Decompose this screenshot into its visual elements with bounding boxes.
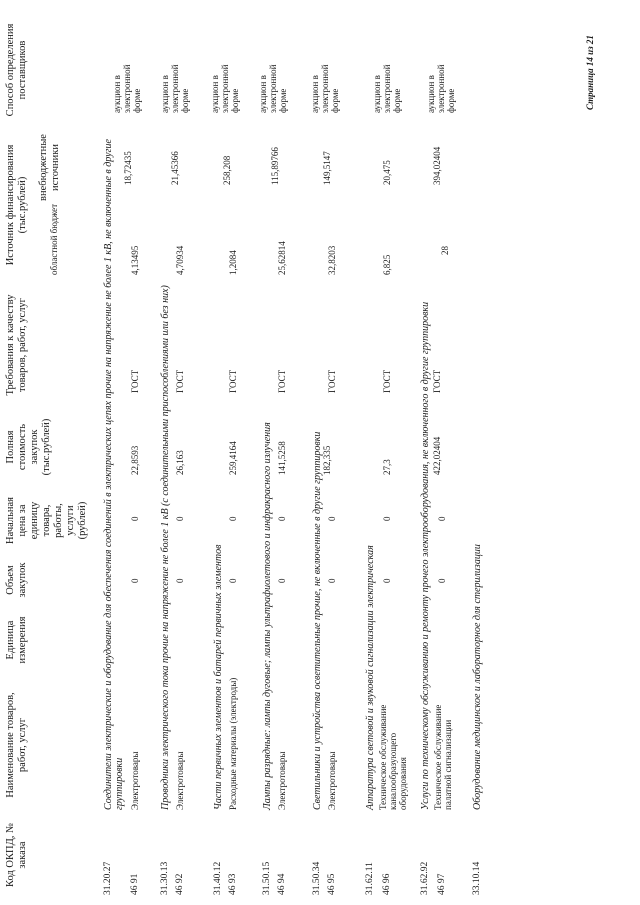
item-volume: 0 bbox=[130, 578, 140, 583]
item-method: аукцион в электронной форме bbox=[372, 64, 402, 113]
header-funding-regional: областной бюджет bbox=[49, 203, 59, 275]
item-extra: 115,89766 bbox=[270, 147, 280, 185]
item-volume: 0 bbox=[228, 578, 238, 583]
item-quality: ГОСТ bbox=[175, 369, 185, 393]
order-number: 46 92 bbox=[175, 873, 185, 895]
item-quality: ГОСТ bbox=[327, 369, 337, 393]
item-method: аукцион в электронной форме bbox=[426, 64, 456, 113]
item-name: Электротовары bbox=[277, 751, 287, 810]
item-extra: 258,208 bbox=[222, 155, 232, 185]
item-quality: ГОСТ bbox=[130, 369, 140, 393]
item-regional: 25,62814 bbox=[277, 241, 287, 275]
item-total: 182,335 bbox=[322, 445, 332, 475]
section-code: 31.40.12 bbox=[213, 861, 223, 895]
page-number: Страница 14 из 21 bbox=[585, 35, 595, 110]
item-name: Электротовары bbox=[130, 751, 140, 810]
item-start-price: 0 bbox=[175, 516, 185, 521]
item-extra: 18,72435 bbox=[123, 151, 133, 185]
item-total: 259,4164 bbox=[228, 441, 238, 475]
section-title: Оборудование медицинское и лабораторное для стерилизации bbox=[472, 544, 483, 810]
header-name: Наименование товаров, работ, услуг bbox=[5, 692, 28, 798]
section-title: Лампы разрядные: лампы дуговые; лампы ультрафиолетового и инфракрасного излучения bbox=[262, 422, 273, 810]
item-start-price: 0 bbox=[437, 516, 447, 521]
item-regional: 4,13495 bbox=[130, 245, 140, 275]
section-title: Светильники и устройства осветительные прочие, не включенные в другие группировки bbox=[312, 431, 323, 810]
header-start-price: Начальная цена за единицу товара, работы, услуги (рублей) bbox=[5, 497, 88, 544]
order-number: 46 93 bbox=[228, 873, 238, 895]
order-number: 46 97 bbox=[437, 873, 447, 895]
section-code: 33.10.14 bbox=[472, 861, 482, 895]
item-name: Техническое обслуживание палатной сигнализации bbox=[433, 704, 453, 810]
item-start-price: 0 bbox=[277, 516, 287, 521]
item-total: 141,5258 bbox=[277, 441, 287, 475]
section-code: 31.62.11 bbox=[365, 862, 375, 895]
item-method: аукцион в электронной форме bbox=[310, 64, 340, 113]
item-name: Техническое обслуживание каналообразующего оборудования bbox=[378, 704, 408, 810]
section-title: Услуги по техническому обслуживанию и ремонту прочего электрооборудования, не включенного в другие группировки bbox=[420, 301, 431, 810]
item-quality: ГОСТ bbox=[228, 369, 238, 393]
item-volume: 0 bbox=[327, 578, 337, 583]
item-volume: 0 bbox=[437, 578, 447, 583]
item-volume: 0 bbox=[382, 578, 392, 583]
item-extra: 21,45366 bbox=[170, 151, 180, 185]
header-code: Код ОКПД, № заказа bbox=[5, 823, 28, 887]
item-start-price: 0 bbox=[327, 516, 337, 521]
section-code: 31.50.34 bbox=[312, 861, 322, 895]
item-regional: 28 bbox=[440, 246, 450, 255]
item-start-price: 0 bbox=[130, 516, 140, 521]
section-title: Соединители электрические и оборудование для обеспечения соединений в электрических цепях прочие на напряжение не более 1 кВ, не включенные в другие группировки bbox=[103, 139, 125, 810]
item-name: Расходные материалы (электроды) bbox=[228, 677, 238, 810]
item-extra: 394,02404 bbox=[432, 146, 442, 185]
item-regional: 4,70934 bbox=[175, 245, 185, 275]
item-quality: ГОСТ bbox=[432, 369, 442, 393]
item-extra: 20,475 bbox=[382, 160, 392, 185]
item-name: Электротовары bbox=[175, 751, 185, 810]
header-quality: Требования к качеству товаров, работ, услуг bbox=[5, 294, 28, 396]
section-code: 31.30.13 bbox=[160, 861, 170, 895]
item-volume: 0 bbox=[277, 578, 287, 583]
item-regional: 32,8203 bbox=[327, 245, 337, 275]
item-start-price: 0 bbox=[382, 516, 392, 521]
order-number: 46 94 bbox=[277, 873, 287, 895]
item-quality: ГОСТ bbox=[382, 369, 392, 393]
section-title: Проводники электрического тока прочие на напряжение не более 1 кВ (с соединительными приспособлениями или без них) bbox=[160, 285, 171, 810]
item-volume: 0 bbox=[175, 578, 185, 583]
header-method: Способ определения поставщиков bbox=[5, 23, 28, 117]
header-funding-extrabudget: внебюджетные источники bbox=[38, 134, 61, 201]
item-start-price: 0 bbox=[228, 516, 238, 521]
item-total: 422,02404 bbox=[432, 436, 442, 475]
item-total: 26,163 bbox=[175, 450, 185, 475]
item-method: аукцион в электронной форме bbox=[112, 64, 142, 113]
order-number: 46 95 bbox=[327, 873, 337, 895]
item-total: 22,8593 bbox=[130, 445, 140, 475]
section-code: 31.50.15 bbox=[262, 861, 272, 895]
item-regional: 1,2084 bbox=[228, 250, 238, 275]
section-code: 31.62.92 bbox=[420, 861, 430, 895]
item-extra: 149,5147 bbox=[322, 151, 332, 185]
order-number: 46 91 bbox=[130, 873, 140, 895]
order-number: 46 96 bbox=[382, 873, 392, 895]
item-quality: ГОСТ bbox=[277, 369, 287, 393]
item-total: 27,3 bbox=[382, 459, 392, 475]
section-code: 31.20.27 bbox=[103, 861, 113, 895]
item-method: аукцион в электронной форме bbox=[210, 64, 240, 113]
item-method: аукцион в электронной форме bbox=[160, 64, 190, 113]
item-regional: 6,825 bbox=[382, 254, 392, 275]
header-total-cost: Полная стоимость закупок (тыс.рублей) bbox=[5, 418, 52, 476]
section-title: Части первичных элементов и батарей первичных элементов bbox=[213, 544, 224, 810]
item-method: аукцион в электронной форме bbox=[258, 64, 288, 113]
header-volume: Объем закупок bbox=[5, 562, 28, 598]
section-title: Аппаратура световой и звуковой сигнализации электрическая bbox=[365, 545, 376, 810]
header-unit: Единица измерения bbox=[5, 616, 28, 664]
header-funding: Источник финансирования (тыс.рублей) bbox=[5, 144, 28, 266]
item-name: Электротовары bbox=[327, 751, 337, 810]
